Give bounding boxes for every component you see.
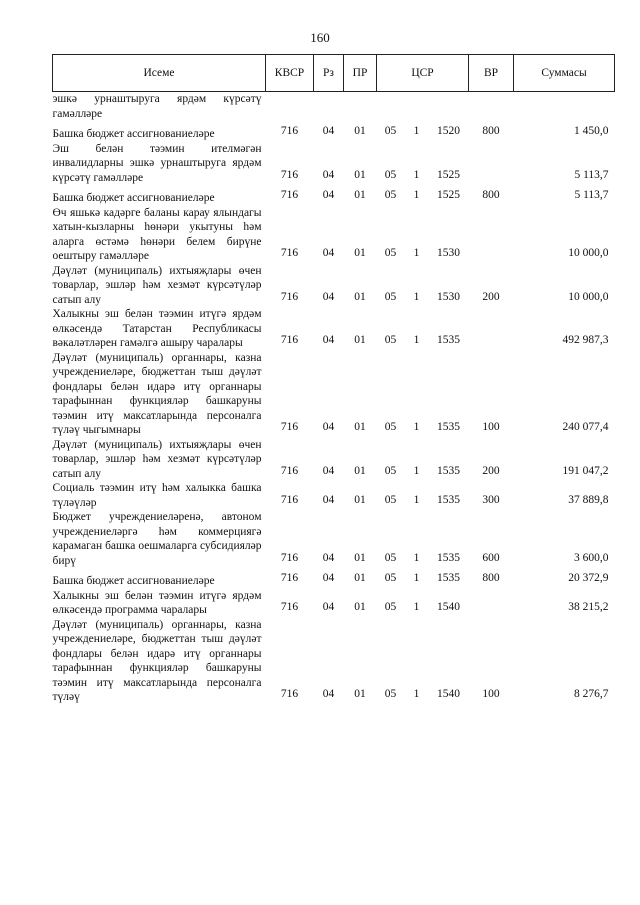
row-sum: 37 889,8 <box>568 493 609 506</box>
row-pr: 01 <box>354 421 366 433</box>
header-rz: Рз <box>314 55 344 92</box>
row-name: Башка бюджет ассигнованиеләре <box>52 128 215 140</box>
row-sum: 1 450,0 <box>574 125 609 137</box>
row-csr-code: 1530 <box>437 247 461 259</box>
row-sum: 3 600,0 <box>574 551 609 564</box>
row-pr: 01 <box>354 572 366 584</box>
row-csr-program: 05 <box>384 125 397 137</box>
row-sum: 20 372,9 <box>568 572 609 584</box>
row-csr-subprogram: 1 <box>413 189 420 201</box>
row-sum: 5 113,7 <box>574 189 609 201</box>
row-rz: 04 <box>322 572 335 584</box>
row-csr-subprogram: 1 <box>413 247 420 259</box>
row-kvsr: 716 <box>280 421 299 433</box>
row-name: Бюджет учреждениеләренә, автоном учреждениеләргә һәм коммерциягә карамаган башка оешмаларга субсидияләр бирү <box>52 511 262 567</box>
row-csr-program <box>377 92 405 122</box>
row-csr-program: 05 <box>384 168 397 181</box>
row-csr-program: 05 <box>384 290 397 303</box>
row-sum: 10 000,0 <box>568 247 609 259</box>
row-rz: 04 <box>322 493 335 506</box>
row-name: Башка бюджет ассигнованиеләре <box>52 575 215 587</box>
row-pr: 01 <box>354 290 366 303</box>
row-csr-program: 05 <box>384 601 397 613</box>
row-csr-subprogram: 1 <box>413 290 420 303</box>
row-vr: 200 <box>482 464 500 477</box>
row-sum: 5 113,7 <box>574 168 609 181</box>
row-csr-subprogram: 1 <box>413 421 420 433</box>
row-pr: 01 <box>354 688 366 700</box>
table-row <box>53 307 615 351</box>
row-csr-code: 1520 <box>437 125 461 137</box>
row-csr-subprogram: 1 <box>413 464 420 477</box>
row-kvsr <box>266 92 314 122</box>
row-rz: 04 <box>322 247 335 259</box>
row-rz: 04 <box>322 601 335 613</box>
row-kvsr: 716 <box>280 551 299 564</box>
row-pr: 01 <box>354 334 366 346</box>
row-rz: 04 <box>322 334 335 346</box>
row-csr-subprogram: 1 <box>413 601 420 613</box>
row-name: Дәүләт (муниципаль) органнары, казна учреждениеләре, бюджеттан тыш дәүләт фондлары белән идарә итү органнары тарафыннан функцияләр башкаруны тәэмин итү максатларында персоналга түләү чыгымнары <box>52 351 262 436</box>
row-pr: 01 <box>354 189 366 201</box>
row-rz: 04 <box>322 168 335 181</box>
row-csr-code: 1535 <box>437 334 461 346</box>
row-kvsr: 716 <box>280 168 299 181</box>
row-rz: 04 <box>322 464 335 477</box>
row-vr: 600 <box>482 551 500 564</box>
row-pr: 01 <box>354 168 366 181</box>
row-name: Дәүләт (муниципаль) ихтыяҗлары өчен товарлар, эшләр һәм хезмәт күрсәтүләр сатып алу <box>52 264 262 306</box>
row-vr: 300 <box>482 493 500 506</box>
row-name: Эш белән тәэмин ителмәгән инвалидларны эшкә урнаштыруга ярдәм күрсәтү гамәлләре <box>52 142 262 184</box>
row-kvsr: 716 <box>280 601 299 613</box>
row-vr <box>469 307 514 351</box>
row-rz: 04 <box>322 189 335 201</box>
row-csr-program: 05 <box>384 189 397 201</box>
row-name: Дәүләт (муниципаль) органнары, казна учреждениеләре, бюджеттан тыш дәүләт фондлары белән идарә итү органнары тарафыннан функцияләр башкаруны тәэмин итү максатларында персоналга түләү <box>52 618 262 703</box>
row-pr: 01 <box>354 247 366 259</box>
page-number: 160 <box>310 30 330 45</box>
row-sum: 492 987,3 <box>562 334 609 346</box>
row-csr-code: 1535 <box>437 464 461 477</box>
row-csr-code: 1525 <box>437 168 461 181</box>
row-sum <box>514 92 615 122</box>
row-vr <box>469 206 514 264</box>
table-row <box>53 206 615 264</box>
row-pr: 01 <box>354 551 366 564</box>
header-name: Исеме <box>53 55 266 92</box>
table-row <box>53 510 615 568</box>
row-vr <box>469 142 514 186</box>
row-pr: 01 <box>354 125 366 137</box>
row-csr-program: 05 <box>384 247 397 259</box>
row-sum: 240 077,4 <box>562 421 609 433</box>
row-csr-subprogram: 1 <box>413 551 420 564</box>
row-vr: 800 <box>482 572 500 584</box>
row-csr-code: 1540 <box>437 601 461 613</box>
row-rz: 04 <box>322 290 335 303</box>
row-vr: 200 <box>482 290 500 303</box>
row-kvsr: 716 <box>280 125 299 137</box>
row-csr-subprogram: 1 <box>413 493 420 506</box>
table-row <box>53 121 615 142</box>
row-name: Өч яшькә кадәрге баланы карау ялындагы хатын-кызларны һөнәри укытуны һәм аларга өстәмә һөнәри белем бирүне оештыру гамәлләре <box>52 206 262 262</box>
row-kvsr: 716 <box>280 464 299 477</box>
row-vr <box>469 92 514 122</box>
row-kvsr: 716 <box>280 334 299 346</box>
table-row <box>53 351 615 438</box>
row-sum: 10 000,0 <box>568 290 609 303</box>
row-name: Халыкны эш белән тәэмин итүгә ярдәм өлкәсендә Татарстан Республикасы вәкаләтләрен гамәлгә ашыру чаралары <box>52 308 262 349</box>
row-kvsr: 716 <box>280 688 299 700</box>
table-row <box>53 142 615 186</box>
row-name: Башка бюджет ассигнованиеләре <box>52 192 215 204</box>
row-csr-program: 05 <box>384 493 397 506</box>
budget-table <box>52 54 615 705</box>
row-rz <box>314 92 344 122</box>
row-pr: 01 <box>354 493 366 506</box>
table-row <box>53 618 615 705</box>
row-name: Социаль тәэмин итү һәм халыкка башка түләүләр <box>52 482 262 509</box>
row-vr: 800 <box>482 125 500 137</box>
row-csr-code: 1535 <box>437 551 461 564</box>
row-csr-subprogram: 1 <box>413 688 420 700</box>
table-row <box>53 264 615 308</box>
row-rz: 04 <box>322 688 335 700</box>
row-csr-subprogram: 1 <box>413 572 420 584</box>
row-sum: 8 276,7 <box>574 688 609 700</box>
row-pr: 01 <box>354 601 366 613</box>
row-name: Халыкны эш белән тәэмин итүгә ярдәм өлкәсендә программа чаралары <box>52 589 262 616</box>
row-csr-code: 1535 <box>437 572 461 584</box>
row-kvsr: 716 <box>280 189 299 201</box>
row-name: Дәүләт (муниципаль) ихтыяҗлары өчен товарлар, эшләр һәм хезмәт күрсәтүләр сатып алу <box>52 438 262 480</box>
row-csr-program: 05 <box>384 572 397 584</box>
header-pr: ПР <box>344 55 377 92</box>
row-vr: 100 <box>482 421 500 433</box>
row-rz: 04 <box>322 421 335 433</box>
row-name: эшкә урнаштыруга ярдәм күрсәтү гамәлләре <box>52 93 262 120</box>
row-pr: 01 <box>354 464 366 477</box>
row-rz: 04 <box>322 125 335 137</box>
row-kvsr: 716 <box>280 247 299 259</box>
header-vr: ВР <box>469 55 514 92</box>
row-kvsr: 716 <box>280 572 299 584</box>
row-vr <box>469 589 514 618</box>
row-csr-code <box>429 92 469 122</box>
table-body <box>53 92 615 705</box>
table-row <box>53 185 615 206</box>
row-pr <box>344 92 377 122</box>
table-header-row <box>53 55 615 92</box>
row-vr: 100 <box>482 688 500 700</box>
row-csr-code: 1525 <box>437 189 461 201</box>
header-csr: ЦСР <box>377 55 469 92</box>
row-csr-subprogram: 1 <box>413 125 420 137</box>
row-csr-program: 05 <box>384 334 397 346</box>
row-sum: 38 215,2 <box>568 601 609 613</box>
row-csr-code: 1535 <box>437 421 461 433</box>
row-csr-subprogram: 1 <box>413 168 420 181</box>
row-csr-code: 1535 <box>437 493 461 506</box>
row-vr: 800 <box>482 189 500 201</box>
header-kvsr: КВСР <box>266 55 314 92</box>
table-row <box>53 438 615 482</box>
row-kvsr: 716 <box>280 290 299 303</box>
table-row <box>53 589 615 618</box>
row-csr-program: 05 <box>384 464 397 477</box>
row-csr-code: 1540 <box>437 688 461 700</box>
table-row <box>53 481 615 510</box>
row-csr-subprogram: 1 <box>413 334 420 346</box>
row-csr-subprogram <box>405 92 429 122</box>
header-sum: Суммасы <box>514 55 615 92</box>
row-csr-program: 05 <box>384 421 397 433</box>
row-kvsr: 716 <box>280 493 299 506</box>
row-sum: 191 047,2 <box>562 464 609 477</box>
row-rz: 04 <box>322 551 335 564</box>
table-row <box>53 92 615 122</box>
row-csr-program: 05 <box>384 551 397 564</box>
row-csr-code: 1530 <box>437 290 461 303</box>
table-row <box>53 568 615 589</box>
row-csr-program: 05 <box>384 688 397 700</box>
